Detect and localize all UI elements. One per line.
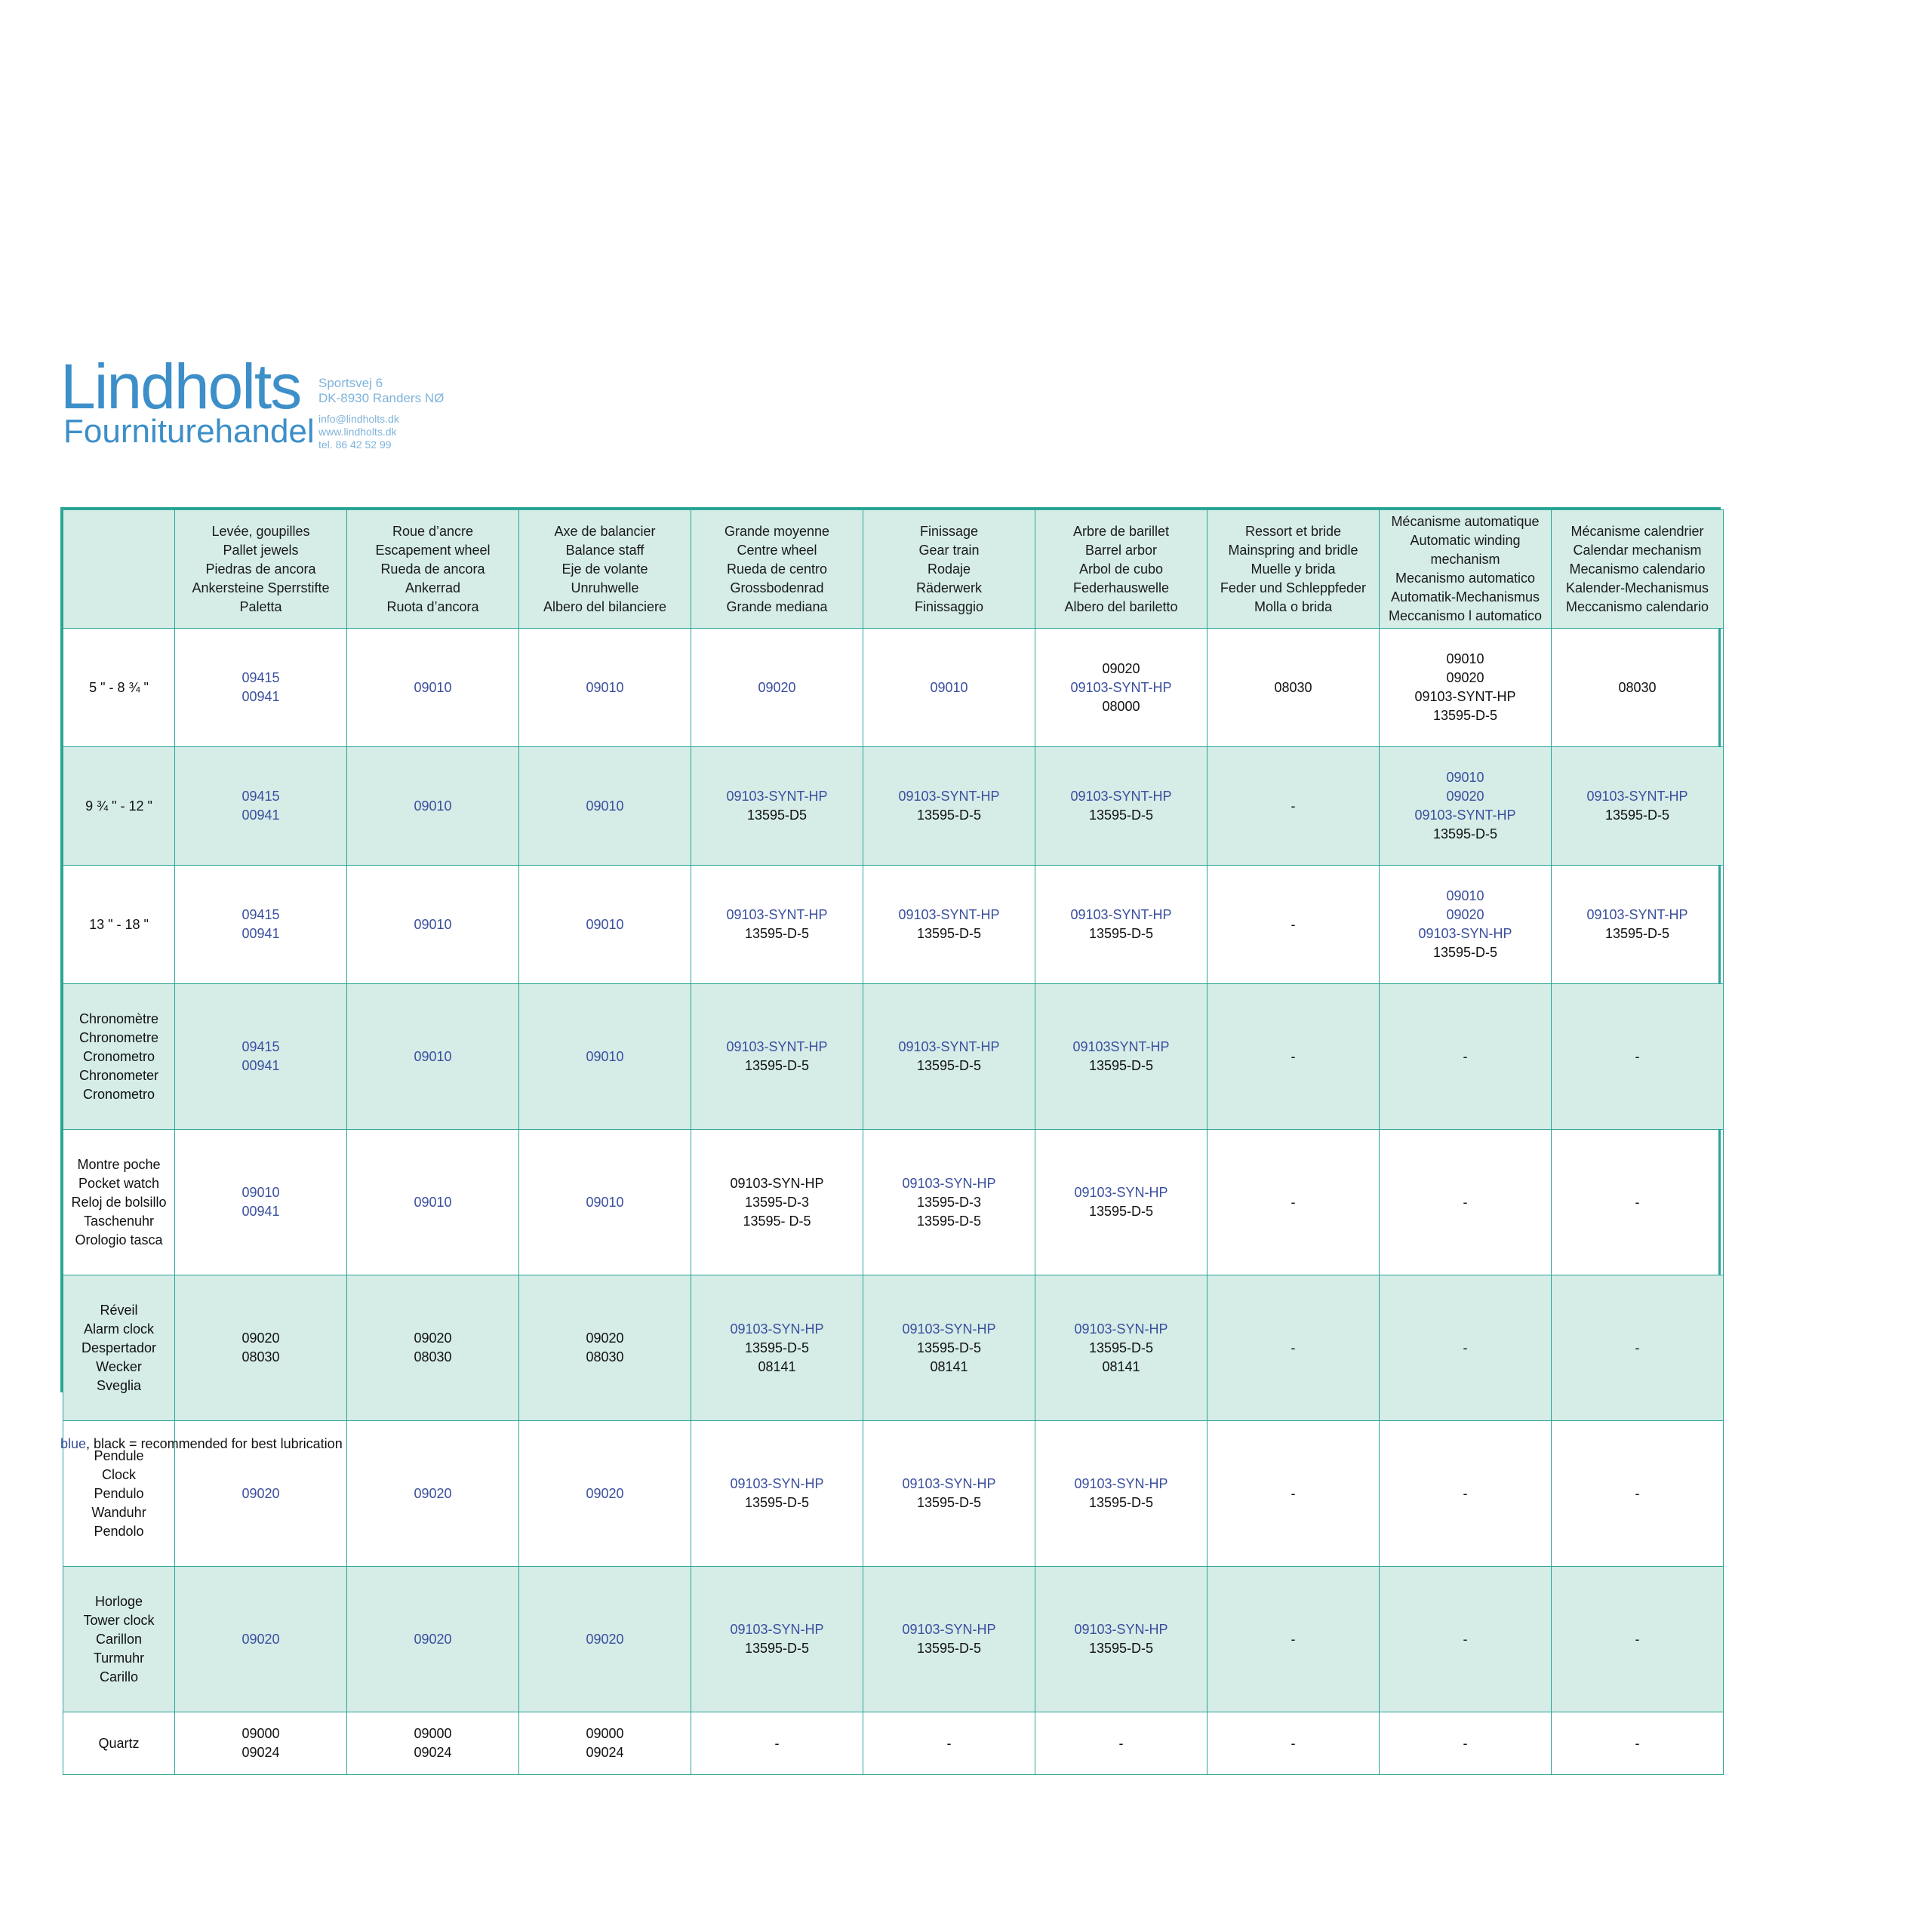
product-code: 13595-D-5 [916, 1495, 982, 1510]
product-code: - [1291, 798, 1296, 814]
product-code: - [1635, 1340, 1640, 1355]
product-code: 13595-D-5 [1432, 708, 1498, 723]
product-code: 08030 [242, 1349, 280, 1364]
product-code: 09010 [414, 798, 452, 814]
table-cell [519, 866, 691, 984]
table-cell [691, 1130, 863, 1275]
product-code: 09103-SYN-HP [1074, 1622, 1168, 1637]
product-code: 09103-SYN-HP [1074, 1185, 1168, 1200]
product-code: 09010 [586, 916, 624, 932]
table-cell [175, 866, 347, 984]
product-code: 08030 [1274, 679, 1312, 695]
table-cell [519, 1421, 691, 1567]
product-code: 13595-D-3 [744, 1194, 810, 1210]
table-cell [1380, 866, 1552, 984]
product-code: 09103-SYNT-HP [898, 789, 1000, 804]
product-code: 09103-SYN-HP [902, 1175, 996, 1191]
table-cell [347, 984, 519, 1130]
table-cell [1380, 984, 1552, 1130]
column-header: Finissage Gear train Rodaje Räderwerk Finissaggio [863, 510, 1035, 629]
table-cell [1380, 1130, 1552, 1275]
product-code: - [1291, 1048, 1296, 1064]
column-header: Ressort et bride Mainspring and bridle Muelle y brida Feder und Schleppfeder Molla o brida [1208, 510, 1380, 629]
legend-text: , black = recommended for best lubrication [86, 1436, 343, 1451]
product-code: - [774, 1735, 780, 1751]
table-cell [1380, 1712, 1552, 1775]
product-code: 13595-D-5 [916, 1058, 982, 1073]
product-code: 00941 [242, 926, 280, 941]
company-header [60, 351, 589, 468]
table-cell [863, 1421, 1035, 1567]
table-cell [863, 1567, 1035, 1712]
product-code: 09020 [586, 1631, 624, 1647]
table-cell [1552, 866, 1724, 984]
product-code: 09103-SYNT-HP [1070, 679, 1172, 695]
product-code: 09024 [414, 1745, 452, 1760]
legend-blue-word: blue [60, 1436, 87, 1451]
table-cell [691, 1567, 863, 1712]
product-code: 09103-SYNT-HP [1414, 689, 1516, 704]
table-cell [863, 1130, 1035, 1275]
table-cell [1208, 1130, 1380, 1275]
table-cell [691, 866, 863, 984]
table-cell [691, 747, 863, 866]
product-code: 09020 [242, 1485, 280, 1501]
product-code: 09103-SYN-HP [1418, 926, 1512, 941]
product-code: 08030 [414, 1349, 452, 1364]
table-cell [519, 984, 691, 1130]
table-cell [519, 629, 691, 747]
product-code: 08141 [758, 1358, 796, 1374]
row-label: 13 " - 18 " [63, 866, 175, 984]
product-code: 13595-D-5 [1088, 1641, 1154, 1656]
table-cell [1380, 1275, 1552, 1421]
product-code: 13595-D-5 [1088, 1204, 1154, 1219]
table-cell [1035, 629, 1208, 747]
product-code: 13595-D-5 [744, 1495, 810, 1510]
table-cell [1208, 1712, 1380, 1775]
product-code: 09020 [586, 1331, 624, 1346]
table-cell [1552, 747, 1724, 866]
product-code: 00941 [242, 689, 280, 704]
product-code: - [946, 1735, 952, 1751]
product-code: - [1463, 1048, 1468, 1064]
table-cell [175, 1130, 347, 1275]
product-code: 08030 [586, 1349, 624, 1364]
product-code: 09020 [414, 1631, 452, 1647]
product-code: 09010 [586, 1048, 624, 1064]
product-code: 13595-D-5 [744, 1340, 810, 1355]
table-cell [175, 984, 347, 1130]
product-code: 13595-D-5 [1088, 1495, 1154, 1510]
product-code: 09020 [242, 1631, 280, 1647]
table-cell [1208, 1421, 1380, 1567]
product-code: 09010 [1446, 651, 1484, 666]
table-cell [691, 984, 863, 1130]
table-cell [863, 629, 1035, 747]
product-code: 13595- D-5 [743, 1213, 811, 1229]
product-code: - [1291, 916, 1296, 932]
table-cell [347, 1130, 519, 1275]
product-code: 13595-D-5 [916, 808, 982, 823]
product-code: 09010 [242, 1185, 280, 1200]
row-label: Pendule Clock Pendulo Wanduhr Pendolo [63, 1421, 175, 1567]
table-cell [863, 1275, 1035, 1421]
table-cell [1380, 1567, 1552, 1712]
product-code: 09010 [930, 679, 968, 695]
product-code: 13595-D-3 [916, 1194, 982, 1210]
table-cell [1380, 747, 1552, 866]
table-cell [519, 1275, 691, 1421]
product-code: - [1118, 1735, 1124, 1751]
product-code: 09415 [242, 670, 280, 685]
product-code: 13595-D-5 [1604, 926, 1670, 941]
product-code: 09103-SYN-HP [1074, 1476, 1168, 1491]
product-code: 09020 [414, 1331, 452, 1346]
product-code: 09010 [586, 1194, 624, 1210]
product-code: 08000 [1102, 698, 1140, 714]
table-cell [863, 1712, 1035, 1775]
product-code: 09010 [586, 798, 624, 814]
product-code: - [1635, 1735, 1640, 1751]
table-row [63, 747, 1724, 866]
product-code: 09010 [586, 679, 624, 695]
table-cell [691, 1275, 863, 1421]
product-code: 09010 [414, 916, 452, 932]
product-code: 09103-SYN-HP [730, 1175, 824, 1191]
table-cell [1552, 1712, 1724, 1775]
column-header: Mécanisme automatique Automatic winding mechanism Mecanismo automatico Automatik-Mechanismus Meccanismo l automatico [1380, 510, 1552, 629]
table-corner-cell [63, 510, 175, 629]
product-code: 09010 [414, 1048, 452, 1064]
product-code: 08030 [1618, 679, 1657, 695]
table-cell [1552, 1275, 1724, 1421]
column-header: Mécanisme calendrier Calendar mechanism Mecanismo calendario Kalender-Mechanismus Meccanismo calendario [1552, 510, 1724, 629]
product-code: 13595-D-5 [1604, 808, 1670, 823]
row-label: Chronomètre Chronometre Cronometro Chronometer Cronometro [63, 984, 175, 1130]
product-code: 08141 [1102, 1358, 1140, 1374]
table-cell [1035, 1567, 1208, 1712]
contact-block [318, 413, 399, 451]
product-code: - [1463, 1194, 1468, 1210]
email-text: info@lindholts.dk [318, 413, 399, 425]
table-cell [519, 747, 691, 866]
product-code: 09103-SYN-HP [730, 1476, 824, 1491]
product-code: 13595-D-5 [916, 926, 982, 941]
table-header-row [63, 510, 1724, 629]
legend-note [60, 1436, 343, 1452]
table-row [63, 1130, 1724, 1275]
product-code: 09000 [414, 1726, 452, 1741]
table-cell [175, 1567, 347, 1712]
row-label: Horloge Tower clock Carillon Turmuhr Carillo [63, 1567, 175, 1712]
table-cell [175, 629, 347, 747]
product-code: 09103-SYNT-HP [1586, 907, 1688, 922]
table-cell [691, 629, 863, 747]
table-cell [1035, 1130, 1208, 1275]
product-code: 13595-D-5 [916, 1641, 982, 1656]
table-cell [347, 1712, 519, 1775]
product-code: 00941 [242, 1058, 280, 1073]
table-cell [347, 629, 519, 747]
product-code: 09103-SYN-HP [902, 1622, 996, 1637]
product-code: 09020 [1102, 660, 1140, 676]
column-header: Arbre de barillet Barrel arbor Arbol de cubo Federhauswelle Albero del bariletto [1035, 510, 1208, 629]
table-cell [1035, 1421, 1208, 1567]
product-code: 09020 [1446, 670, 1484, 685]
phone-text: tel. 86 42 52 99 [318, 438, 392, 451]
table-cell [1208, 866, 1380, 984]
product-code: 08141 [930, 1358, 968, 1374]
product-code: 09103-SYNT-HP [898, 1039, 1000, 1054]
product-code: 13595-D-5 [744, 1058, 810, 1073]
product-code: 13595-D-5 [744, 1641, 810, 1656]
table-cell [1380, 1421, 1552, 1567]
table-cell [1035, 984, 1208, 1130]
product-code: 09103-SYNT-HP [1586, 789, 1688, 804]
row-label: Montre poche Pocket watch Reloj de bolsillo Taschenuhr Orologio tasca [63, 1130, 175, 1275]
brand-subtitle: Fourniturehandel [63, 413, 315, 450]
table-cell [519, 1130, 691, 1275]
product-code: 13595-D-5 [744, 926, 810, 941]
product-code: 09024 [586, 1745, 624, 1760]
product-code: 09000 [242, 1726, 280, 1741]
brand-name: Lindholts [60, 351, 301, 422]
product-code: 09010 [1446, 770, 1484, 785]
product-code: 13595-D-5 [916, 1340, 982, 1355]
lubrication-table [63, 509, 1724, 1775]
table-cell [519, 1712, 691, 1775]
product-code: 09010 [414, 1194, 452, 1210]
table-row [63, 866, 1724, 984]
table-row [63, 1712, 1724, 1775]
row-label: Réveil Alarm clock Despertador Wecker Sveglia [63, 1275, 175, 1421]
product-code: 13595-D-5 [916, 1213, 982, 1229]
table-cell [1552, 1567, 1724, 1712]
product-code: - [1291, 1194, 1296, 1210]
table-cell [1552, 984, 1724, 1130]
product-code: 09103SYNT-HP [1072, 1039, 1170, 1054]
product-code: 00941 [242, 1204, 280, 1219]
table-cell [175, 1275, 347, 1421]
table-cell [691, 1712, 863, 1775]
row-label: 9 ¾ " - 12 " [63, 747, 175, 866]
product-code: 13595-D-5 [1088, 926, 1154, 941]
product-code: 09415 [242, 907, 280, 922]
table-cell [347, 1275, 519, 1421]
table-cell [347, 1421, 519, 1567]
product-code: - [1635, 1485, 1640, 1501]
table-cell [1552, 1130, 1724, 1275]
table-cell [1035, 1275, 1208, 1421]
table-cell [1380, 629, 1552, 747]
table-cell [175, 1712, 347, 1775]
table-cell [1035, 747, 1208, 866]
table-cell [1208, 747, 1380, 866]
product-code: - [1463, 1735, 1468, 1751]
product-code: 09103-SYNT-HP [726, 907, 828, 922]
product-code: 13595-D-5 [1432, 945, 1498, 960]
table-cell [1208, 1567, 1380, 1712]
address-block [318, 376, 444, 406]
table-cell [519, 1567, 691, 1712]
address-line2: DK-8930 Randers NØ [318, 391, 445, 405]
product-code: - [1463, 1485, 1468, 1501]
product-code: 09103-SYN-HP [730, 1321, 824, 1337]
product-code: - [1291, 1631, 1296, 1647]
table-cell [1208, 1275, 1380, 1421]
product-code: 09415 [242, 1039, 280, 1054]
column-header: Roue d’ancre Escapement wheel Rueda de ancora Ankerrad Ruota d’ancora [347, 510, 519, 629]
product-code: - [1291, 1340, 1296, 1355]
product-code: 09103-SYN-HP [1074, 1321, 1168, 1337]
table-cell [691, 1421, 863, 1567]
product-code: 13595-D-5 [1088, 1058, 1154, 1073]
product-code: 09103-SYN-HP [730, 1622, 824, 1637]
product-code: - [1291, 1485, 1296, 1501]
table-row [63, 984, 1724, 1130]
product-code: 09020 [586, 1485, 624, 1501]
table-cell [175, 747, 347, 866]
product-code: - [1291, 1735, 1296, 1751]
product-code: 09020 [414, 1485, 452, 1501]
table-cell [1208, 629, 1380, 747]
product-code: 00941 [242, 808, 280, 823]
product-code: - [1463, 1631, 1468, 1647]
product-code: 09000 [586, 1726, 624, 1741]
table-cell [1552, 629, 1724, 747]
table-cell [1208, 984, 1380, 1130]
row-label: 5 " - 8 ¾ " [63, 629, 175, 747]
product-code: 09103-SYNT-HP [726, 1039, 828, 1054]
column-header: Grande moyenne Centre wheel Rueda de centro Grossbodenrad Grande mediana [691, 510, 863, 629]
product-code: 09010 [414, 679, 452, 695]
product-code: - [1463, 1340, 1468, 1355]
table-cell [347, 866, 519, 984]
product-code: 09103-SYNT-HP [726, 789, 828, 804]
product-code: 09020 [1446, 907, 1484, 922]
product-code: 09010 [1446, 888, 1484, 903]
address-line1: Sportsvej 6 [318, 376, 383, 390]
product-code: - [1635, 1631, 1640, 1647]
product-code: 09020 [758, 679, 796, 695]
product-code: 09415 [242, 789, 280, 804]
table-row [63, 1567, 1724, 1712]
product-code: 09103-SYNT-HP [1070, 907, 1172, 922]
table-cell [347, 1567, 519, 1712]
product-code: 09103-SYNT-HP [1414, 808, 1516, 823]
table-row [63, 1275, 1724, 1421]
table-cell [863, 984, 1035, 1130]
table-cell [1552, 1421, 1724, 1567]
product-code: 09020 [242, 1331, 280, 1346]
table-cell [1035, 866, 1208, 984]
product-code: - [1635, 1048, 1640, 1064]
table-cell [347, 747, 519, 866]
table-cell [1035, 1712, 1208, 1775]
product-code: - [1635, 1194, 1640, 1210]
product-code: 09020 [1446, 789, 1484, 804]
product-code: 13595-D-5 [1432, 826, 1498, 841]
table-cell [863, 747, 1035, 866]
table-cell [863, 866, 1035, 984]
product-code: 13595-D-5 [1088, 808, 1154, 823]
product-code: 13595-D5 [746, 808, 808, 823]
table-row [63, 629, 1724, 747]
product-code: 09103-SYNT-HP [898, 907, 1000, 922]
column-header: Levée, goupilles Pallet jewels Piedras de ancora Ankersteine Sperrstifte Paletta [175, 510, 347, 629]
product-code: 09103-SYN-HP [902, 1321, 996, 1337]
product-code: 09024 [242, 1745, 280, 1760]
row-label: Quartz [63, 1712, 175, 1775]
product-code: 13595-D-5 [1088, 1340, 1154, 1355]
website-text: www.lindholts.dk [318, 426, 397, 438]
product-code: 09103-SYNT-HP [1070, 789, 1172, 804]
product-code: 09103-SYN-HP [902, 1476, 996, 1491]
column-header: Axe de balancier Balance staff Eje de volante Unruhwelle Albero del bilanciere [519, 510, 691, 629]
